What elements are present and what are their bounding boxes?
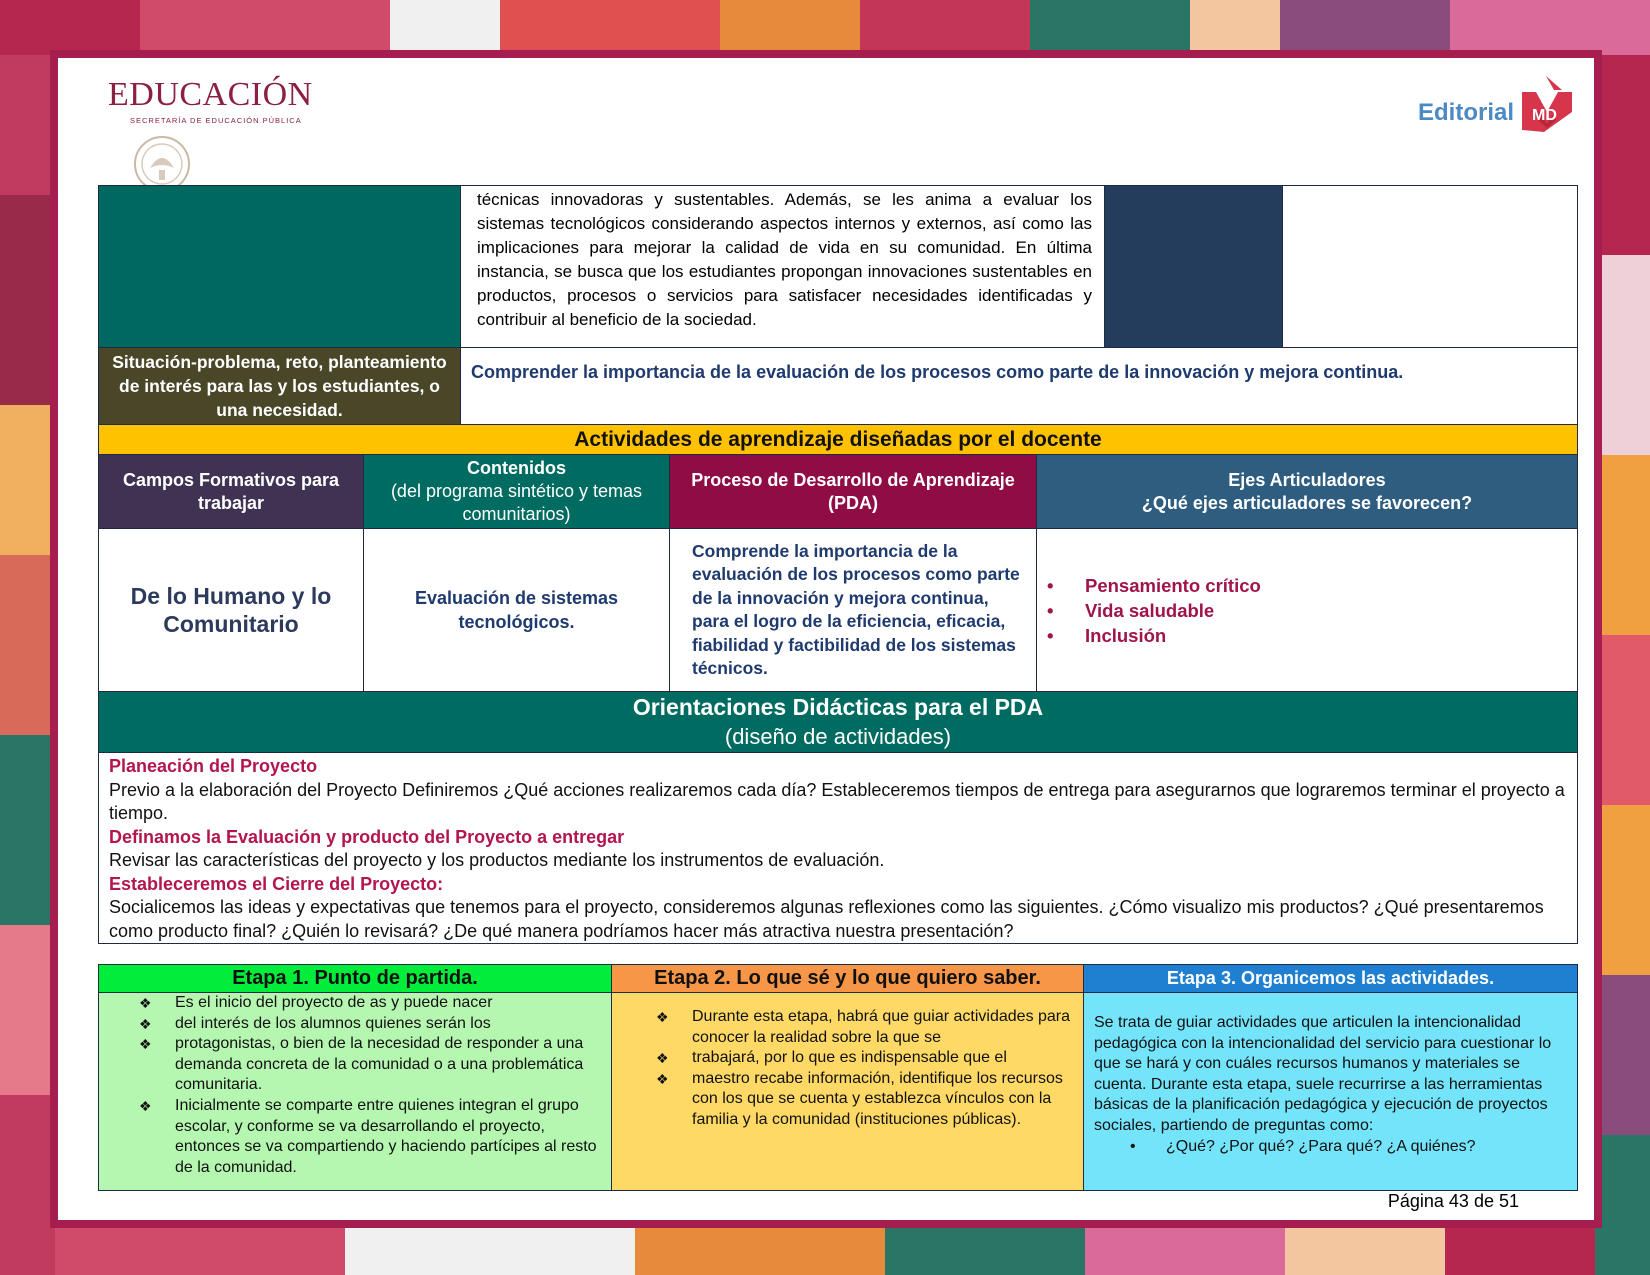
sep-logo-word: EDUCACIÓN (108, 76, 313, 113)
planeacion-heading: Planeación del Proyecto (109, 756, 318, 776)
ejes-header-title: Ejes Articuladores (1228, 469, 1386, 490)
ejes-header (1037, 455, 1578, 529)
etapa-1-title: Etapa 1. Punto de partida. (99, 965, 612, 993)
pda-header-label: Proceso de Desarrollo de Aprendizaje (PDA) (691, 469, 1015, 513)
teal-block (99, 186, 461, 348)
contenidos-header (364, 455, 670, 529)
navy-block (1105, 186, 1283, 348)
contenidos-header-sub: (del programa sintético y temas comunitarios) (390, 481, 643, 524)
contenidos-header-title: Contenidos (467, 458, 566, 478)
etapa-1-body (99, 993, 612, 1191)
planning-table (98, 185, 1578, 944)
project-description: técnicas innovadoras y sustentables. Además, se les anima a evaluar los sistemas tecnológicos considerando aspectos internos y externos, así como las implicaciones para mejorar la calidad de vida en su comunidad. En última instancia, se busca que los estudiantes propongan innovaciones sustentables en productos, procesos o servicios para satisfacer necesidades identificadas y contribuir al beneficio de la sociedad. (461, 186, 1105, 348)
campos-header (99, 455, 364, 529)
etapa-1-item: ❖ Es el inicio del proyecto de as y puede nacer (139, 993, 603, 1014)
etapa-2-item: ❖ Durante esta etapa, habrá que guiar actividades para conocer la realidad sobre la que se (656, 1007, 1073, 1048)
cierre-text: Socialicemos las ideas y expectativas que tenemos para el proyecto, consideremos algunas reflexiones como las siguientes. ¿Cómo visualizo mis productos? ¿Qué presentaremos como producto final? ¿Quién lo revisará? ¿De qué manera podríamos hacer más atractiva nuestra presentación? (109, 897, 1544, 941)
editorial-md-mark-text: MD (1532, 107, 1557, 124)
sep-logo (108, 76, 313, 125)
eje-item: • Pensamiento crítico (1047, 573, 1577, 598)
editorial-md-logo (1418, 72, 1578, 134)
situacion-text: Comprender la importancia de la evaluación de los procesos como parte de la innovación y mejora continua. (461, 348, 1578, 425)
pda-text: Comprende la importancia de la evaluación de los procesos como parte de la innovación y mejora continua, para el logro de la eficiencia, eficacia, fiabilidad y factibilidad de los sistemas técnicos. (670, 529, 1037, 692)
etapa-2-title: Etapa 2. Lo que sé y lo que quiero saber. (612, 965, 1084, 993)
etapa-3-bullet: • ¿Qué? ¿Por qué? ¿Para qué? ¿A quiénes? (1130, 1137, 1569, 1158)
campos-header-label: Campos Formativos para trabajar (122, 469, 340, 513)
campo-formativo: De lo Humano y lo Comunitario (99, 529, 364, 692)
evaluacion-text: Revisar las características del proyecto y los productos mediante los instrumentos de evaluación. (109, 850, 885, 870)
etapa-1-item: ❖ Inicialmente se comparte entre quienes integran el grupo escolar, y conforme se va desarrollando el proyecto, entonces se va compartiendo y haciendo partícipes al resto de la comunidad. (139, 1096, 603, 1178)
editorial-logo-text: Editorial (1417, 99, 1514, 126)
etapa-3-text: Se trata de guiar actividades que articulen la intencionalidad pedagógica con la intencionalidad del servicio para cuestionar lo que se hará y con cuáles recursos humanos y materiales se cuenta. Durante esta etapa, suele recurrirse a las herramientas básicas de la planificación pedagógica y ejecución de proyectos sociales, partiendo de preguntas como: (1094, 1014, 1552, 1134)
page-number: Página 43 de 51 (1387, 1191, 1519, 1211)
cierre-heading: Estableceremos el Cierre del Proyecto: (109, 873, 444, 894)
orientaciones-body (99, 753, 1578, 944)
document-page (50, 50, 1602, 1228)
evaluacion-heading: Definamos la Evaluación y producto del Proyecto a entregar (109, 826, 625, 847)
planeacion-text: Previo a la elaboración del Proyecto Definiremos ¿Qué acciones realizaremos cada día? Estableceremos tiempos de entrega para asegurarnos que lograremos terminar el proyecto a tiempo. (109, 779, 1565, 823)
ejes-header-sub: ¿Qué ejes articuladores se favorecen? (1141, 492, 1473, 513)
pda-header (670, 455, 1037, 529)
etapa-2-item: ❖ maestro recabe información, identifique los recursos con los que se cuenta y establezca vínculos con la familia y la comunidad (instituciones públicas). (656, 1069, 1073, 1131)
editorial-md-mark-icon (1516, 72, 1578, 134)
orientaciones-title: Orientaciones Didácticas para el PDA (632, 694, 1044, 720)
eje-item: • Vida saludable (1047, 598, 1577, 623)
etapa-3-title: Etapa 3. Organicemos las actividades. (1084, 965, 1578, 993)
orientaciones-header (99, 692, 1578, 753)
etapa-2-item: ❖ trabajará, por lo que es indispensable que el (656, 1048, 1073, 1069)
etapa-2-body (612, 993, 1084, 1191)
etapa-1-item: ❖ del interés de los alumnos quienes serán los (139, 1014, 603, 1035)
etapas-table (98, 964, 1578, 1191)
etapa-1-item: ❖ protagonistas, o bien de la necesidad de responder a una demanda concreta de la comunidad o a una problemática comunitaria. (139, 1034, 603, 1096)
eje-item: • Inclusión (1047, 623, 1577, 648)
actividades-title: Actividades de aprendizaje diseñadas por el docente (99, 425, 1578, 455)
etapa-3-body (1084, 993, 1578, 1191)
orientaciones-subtitle: (diseño de actividades) (724, 724, 952, 749)
ejes-list (1037, 529, 1578, 692)
blank-cell (1283, 186, 1578, 348)
situacion-label: Situación-problema, reto, planteamiento de interés para las y los estudiantes, o una necesidad. (99, 348, 461, 425)
contenido: Evaluación de sistemas tecnológicos. (364, 529, 670, 692)
sep-logo-subtitle: SECRETARÍA DE EDUCACIÓN PÚBLICA (130, 116, 302, 125)
